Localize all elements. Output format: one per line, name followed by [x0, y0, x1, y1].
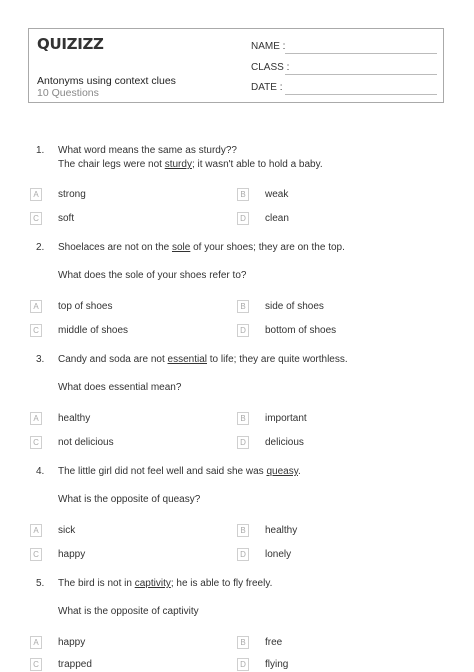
option-letter-box: A: [30, 412, 42, 425]
option-letter-box: B: [237, 188, 249, 201]
option-letter-box: A: [30, 524, 42, 537]
option-label: clean: [265, 213, 289, 224]
option-letter-box: B: [237, 300, 249, 313]
worksheet-title: Antonyms using context clues: [37, 75, 176, 87]
option-label: strong: [58, 189, 86, 200]
question-context: The bird is not in captivity; he is able to fly freely.: [58, 578, 273, 589]
option-label: bottom of shoes: [265, 325, 337, 336]
question-context: The chair legs were not sturdy; it wasn't able to hold a baby.: [58, 159, 323, 170]
option-letter-box: D: [237, 436, 249, 449]
option-label: top of shoes: [58, 301, 113, 312]
option-letter-box: D: [237, 548, 249, 561]
question-number: 2.: [36, 242, 45, 253]
option-label: happy: [58, 549, 86, 560]
option-letter-box: A: [30, 300, 42, 313]
name-label: NAME :: [251, 41, 286, 52]
option-letter-box: B: [237, 524, 249, 537]
option-letter-box: D: [237, 658, 249, 671]
target-word: essential: [167, 354, 207, 365]
option-label: free: [265, 637, 283, 648]
option-letter-box: C: [30, 212, 42, 225]
option-label: not delicious: [58, 437, 114, 448]
question-text: What does the sole of your shoes refer to?: [58, 270, 247, 281]
question-text: What is the opposite of captivity: [58, 606, 199, 617]
class-field[interactable]: [285, 74, 437, 75]
date-field[interactable]: [285, 94, 437, 95]
option-letter-box: C: [30, 324, 42, 337]
question-text: What does essential mean?: [58, 382, 182, 393]
class-label: CLASS :: [251, 62, 290, 73]
option-label: trapped: [58, 659, 92, 670]
quizizz-logo: QUIZIZZ: [37, 35, 104, 53]
option-letter-box: A: [30, 188, 42, 201]
date-label: DATE :: [251, 82, 283, 93]
target-word: queasy: [266, 466, 298, 477]
target-word: sole: [171, 242, 191, 253]
option-label: healthy: [58, 413, 91, 424]
option-letter-box: D: [237, 212, 249, 225]
option-label: happy: [58, 637, 86, 648]
option-label: side of shoes: [265, 301, 324, 312]
option-label: important: [265, 413, 307, 424]
question-text: What word means the same as sturdy??: [58, 145, 237, 156]
option-label: sick: [58, 525, 76, 536]
question-text: What is the opposite of queasy?: [58, 494, 201, 505]
question-number: 4.: [36, 466, 45, 477]
option-letter-box: D: [237, 324, 249, 337]
question-number: 1.: [36, 145, 45, 156]
question-context: Candy and soda are not essential to life; they are quite worthless.: [58, 354, 348, 365]
option-label: delicious: [265, 437, 304, 448]
option-letter-box: C: [30, 658, 42, 671]
question-context: Shoelaces are not on the sole of your shoes; they are on the top.: [58, 242, 345, 253]
option-label: flying: [265, 659, 289, 670]
target-word: sturdy: [164, 159, 192, 170]
question-number: 3.: [36, 354, 45, 365]
option-label: lonely: [265, 549, 292, 560]
option-label: healthy: [265, 525, 298, 536]
option-letter-box: B: [237, 412, 249, 425]
target-word: captivity: [134, 578, 171, 589]
question-context: The little girl did not feel well and said she was queasy.: [58, 466, 301, 477]
question-count: 10 Questions: [37, 87, 99, 99]
option-label: weak: [265, 189, 289, 200]
question-number: 5.: [36, 578, 45, 589]
option-letter-box: C: [30, 548, 42, 561]
worksheet-header: [28, 28, 444, 103]
option-label: soft: [58, 213, 75, 224]
option-label: middle of shoes: [58, 325, 129, 336]
option-letter-box: B: [237, 636, 249, 649]
name-field[interactable]: [285, 53, 437, 54]
option-letter-box: C: [30, 436, 42, 449]
option-letter-box: A: [30, 636, 42, 649]
